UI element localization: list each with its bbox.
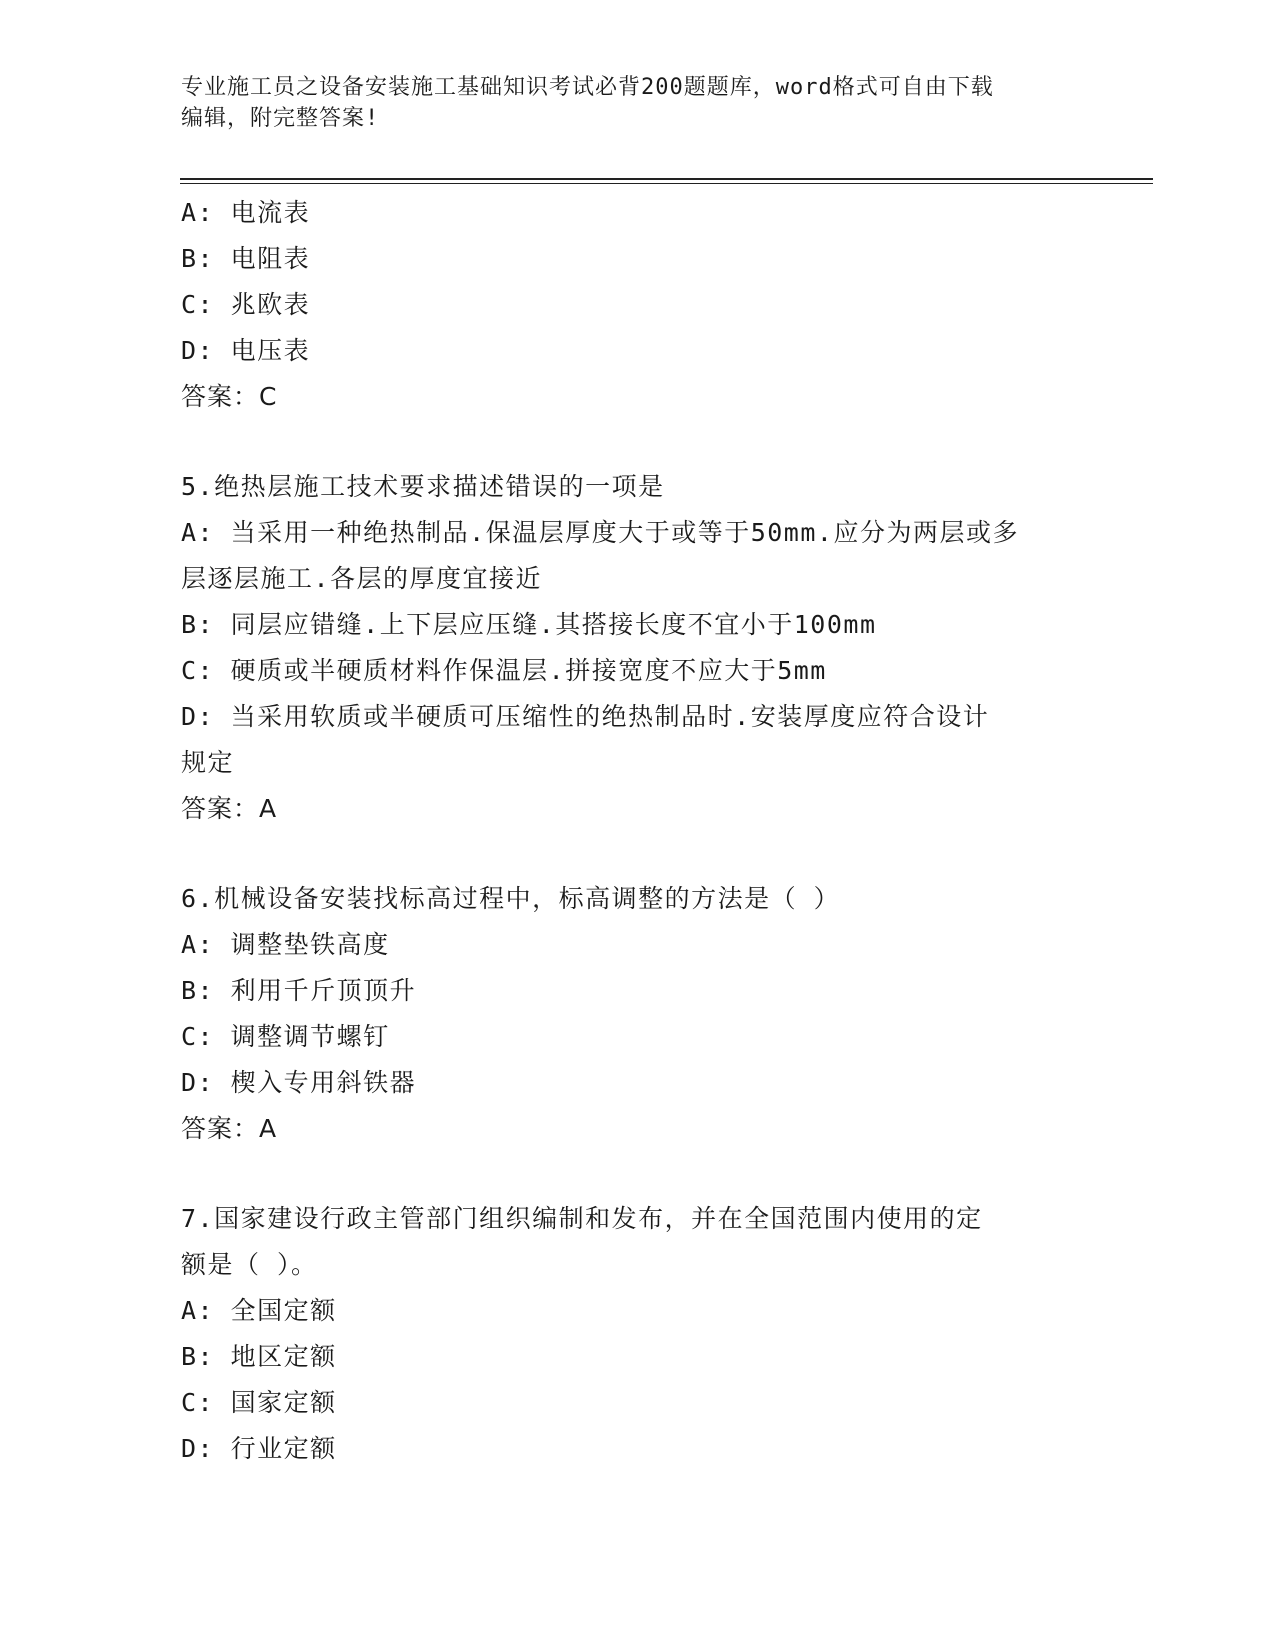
option-a-line-2: 层逐层施工.各层的厚度宜接近 — [181, 564, 543, 593]
question-title-line-2: 额是（ ）。 — [181, 1250, 318, 1279]
option-d-line-1: D: 当采用软质或半硬质可压缩性的绝热制品时.安装厚度应符合设计 — [181, 702, 990, 731]
header-divider-thick — [180, 178, 1153, 180]
option-d: D: 行业定额 — [181, 1434, 337, 1463]
question-5 — [181, 464, 1081, 832]
header-title-line-1: 专业施工员之设备安装施工基础知识考试必背200题题库，word格式可自由下载 — [181, 75, 994, 100]
question-6 — [181, 876, 1081, 1152]
question-4 — [181, 190, 1081, 420]
header-divider-thin — [180, 183, 1153, 184]
question-title: 6.机械设备安装找标高过程中，标高调整的方法是（ ） — [181, 884, 841, 913]
option-a: A: 全国定额 — [181, 1296, 337, 1325]
option-a: A: 电流表 — [181, 198, 311, 227]
question-list — [181, 190, 1081, 1516]
answer-label: 答案：A — [181, 1114, 278, 1143]
option-b: B: 地区定额 — [181, 1342, 337, 1371]
header-title-line-2: 编辑，附完整答案! — [181, 106, 380, 131]
question-title-line-1: 7.国家建设行政主管部门组织编制和发布，并在全国范围内使用的定 — [181, 1204, 983, 1233]
question-7 — [181, 1196, 1081, 1472]
option-d-line-2: 规定 — [181, 748, 235, 777]
option-b: B: 同层应错缝.上下层应压缝.其搭接长度不宜小于100mm — [181, 610, 877, 639]
answer-label: 答案：C — [181, 382, 278, 411]
option-a-line-1: A: 当采用一种绝热制品.保温层厚度大于或等于50mm.应分为两层或多 — [181, 518, 1019, 547]
option-a: A: 调整垫铁高度 — [181, 930, 390, 959]
option-d: D: 电压表 — [181, 336, 311, 365]
option-d: D: 楔入专用斜铁器 — [181, 1068, 417, 1097]
option-c: C: 国家定额 — [181, 1388, 337, 1417]
option-c: C: 硬质或半硬质材料作保温层.拼接宽度不应大于5mm — [181, 656, 827, 685]
answer-label: 答案：A — [181, 794, 278, 823]
option-b: B: 利用千斤顶顶升 — [181, 976, 417, 1005]
question-title: 5.绝热层施工技术要求描述错误的一项是 — [181, 472, 665, 501]
option-b: B: 电阻表 — [181, 244, 311, 273]
document-header — [181, 72, 1061, 134]
option-c: C: 兆欧表 — [181, 290, 311, 319]
option-c: C: 调整调节螺钉 — [181, 1022, 390, 1051]
